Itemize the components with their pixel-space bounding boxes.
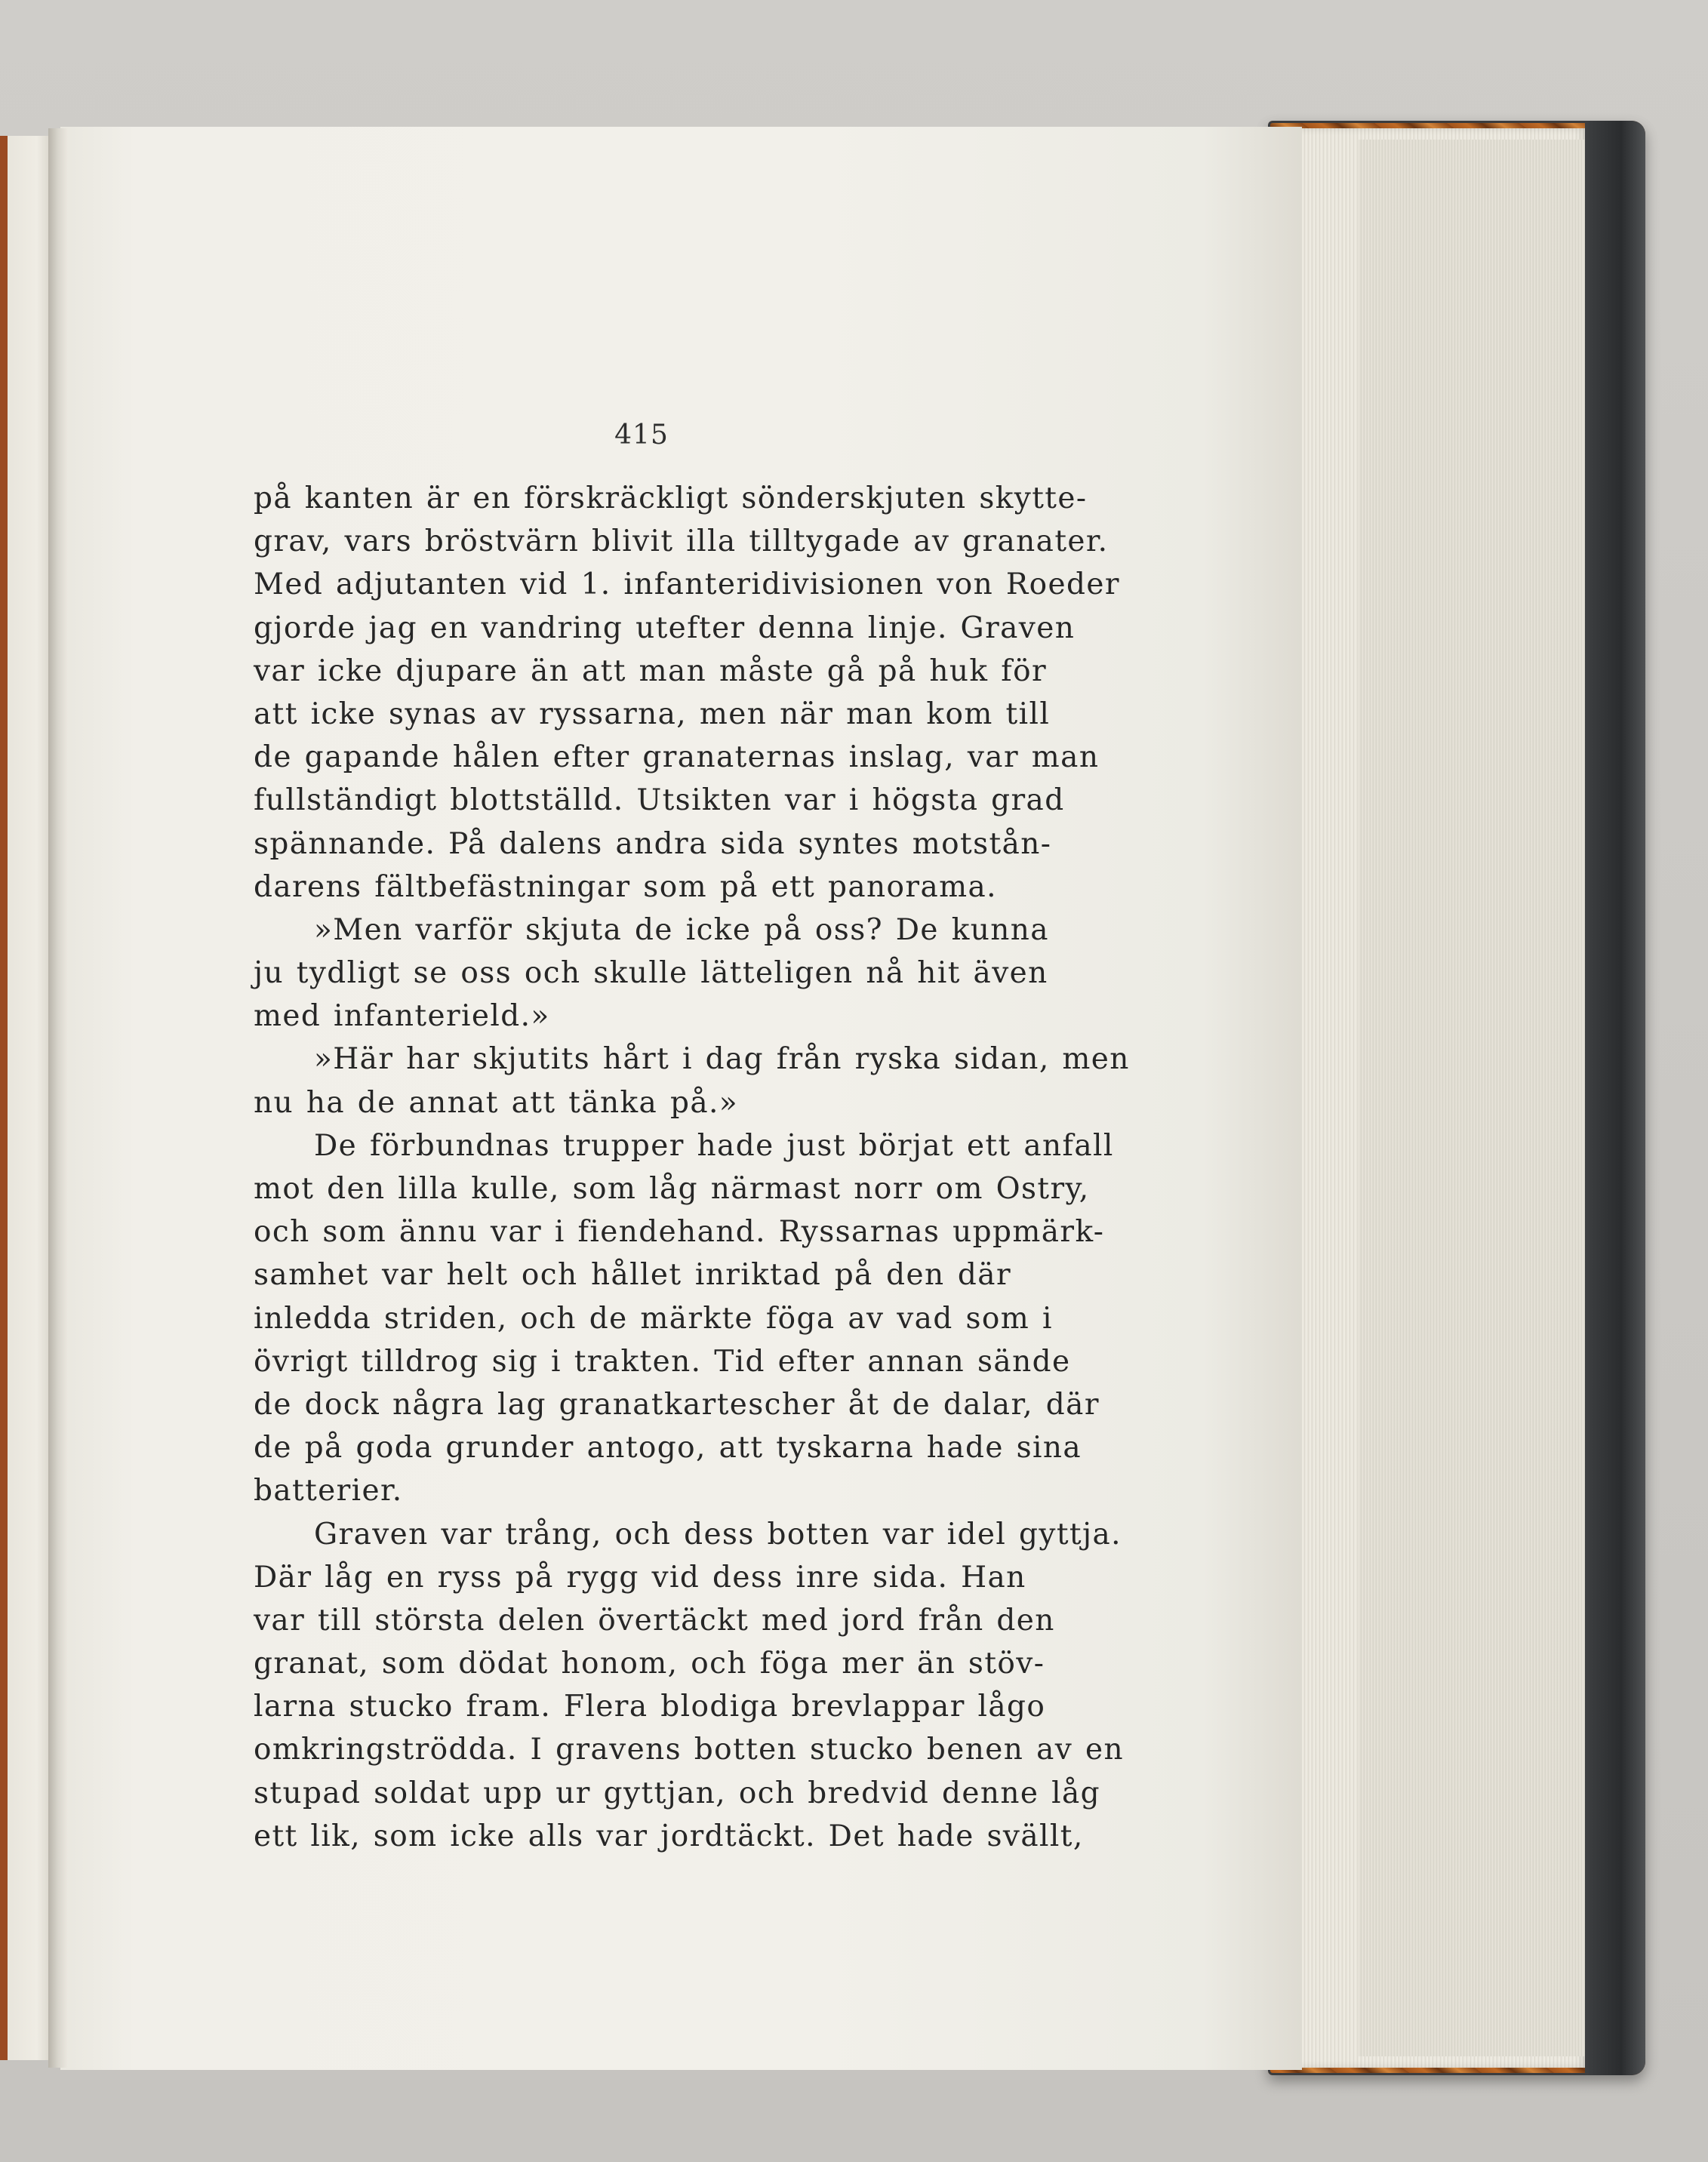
text-line: omkringströdda. I gravens botten stucko benen av en bbox=[254, 1733, 1124, 1767]
text-line: de på goda grunder antogo, att tyskarna hade sina bbox=[254, 1431, 1082, 1465]
text-line: darens fältbefästningar som på ett panorama. bbox=[254, 869, 997, 904]
book-page bbox=[60, 127, 1302, 2070]
text-line: gjorde jag en vandring utefter denna linje. Graven bbox=[254, 610, 1076, 645]
text-line: ju tydligt se oss och skulle lätteligen nå hit även bbox=[254, 956, 1048, 991]
text-line: på kanten är en förskräckligt sönderskjuten skytte- bbox=[254, 481, 1088, 515]
page-edges-inner bbox=[1359, 140, 1585, 2056]
text-line: att icke synas av ryssarna, men när man kom till bbox=[254, 697, 1051, 731]
text-line: mot den lilla kulle, som låg närmast norr om Ostry, bbox=[254, 1172, 1090, 1206]
text-line: spännande. På dalens andra sida syntes motstån- bbox=[254, 826, 1052, 861]
text-line: med infanterield.» bbox=[254, 999, 550, 1034]
text-line: övrigt tilldrog sig i trakten. Tid efter annan sände bbox=[254, 1344, 1071, 1379]
text-line: var till största delen övertäckt med jord från den bbox=[254, 1603, 1055, 1638]
text-line: larna stucko fram. Flera blodiga brevlappar lågo bbox=[254, 1690, 1046, 1724]
text-line: De förbundnas trupper hade just börjat ett anfall bbox=[314, 1128, 1114, 1163]
text-line: de gapande hålen efter granaternas inslag, var man bbox=[254, 740, 1100, 775]
text-line: de dock några lag granatkartescher åt de dalar, där bbox=[254, 1387, 1100, 1422]
page-number: 415 bbox=[614, 420, 669, 451]
text-line: var icke djupare än att man måste gå på huk för bbox=[254, 654, 1048, 688]
text-line: inledda striden, och de märkte föga av vad som i bbox=[254, 1301, 1053, 1336]
text-line: grav, vars bröstvärn blivit illa tilltygade av granater. bbox=[254, 524, 1109, 559]
text-line: Där låg en ryss på rygg vid dess inre sida. Han bbox=[254, 1560, 1026, 1595]
text-line: Graven var trång, och dess botten var idel gyttja. bbox=[314, 1517, 1122, 1552]
cover-spine-edge bbox=[1585, 121, 1645, 2075]
text-line: ett lik, som icke alls var jordtäckt. Det hade svällt, bbox=[254, 1819, 1084, 1853]
text-line: »Här har skjutits hårt i dag från ryska sidan, men bbox=[314, 1042, 1130, 1077]
text-line: fullständigt blottställd. Utsikten var i högsta grad bbox=[254, 783, 1065, 818]
text-line: och som ännu var i fiendehand. Ryssarnas uppmärk- bbox=[254, 1215, 1105, 1250]
body-text bbox=[254, 477, 1130, 1858]
text-line: nu ha de annat att tänka på.» bbox=[254, 1085, 739, 1120]
text-line: »Men varför skjuta de icke på oss? De kunna bbox=[314, 912, 1049, 947]
book-gutter bbox=[48, 128, 68, 2068]
text-line: samhet var helt och hållet inriktad på den där bbox=[254, 1258, 1011, 1293]
text-line: batterier. bbox=[254, 1474, 403, 1508]
left-cover-edge bbox=[0, 136, 8, 2060]
text-line: stupad soldat upp ur gyttjan, och bredvid denne låg bbox=[254, 1776, 1101, 1810]
text-line: granat, som dödat honom, och föga mer än stöv- bbox=[254, 1647, 1045, 1681]
left-page-strip bbox=[0, 136, 53, 2060]
text-line: Med adjutanten vid 1. infanteridivisionen von Roeder bbox=[254, 567, 1120, 602]
